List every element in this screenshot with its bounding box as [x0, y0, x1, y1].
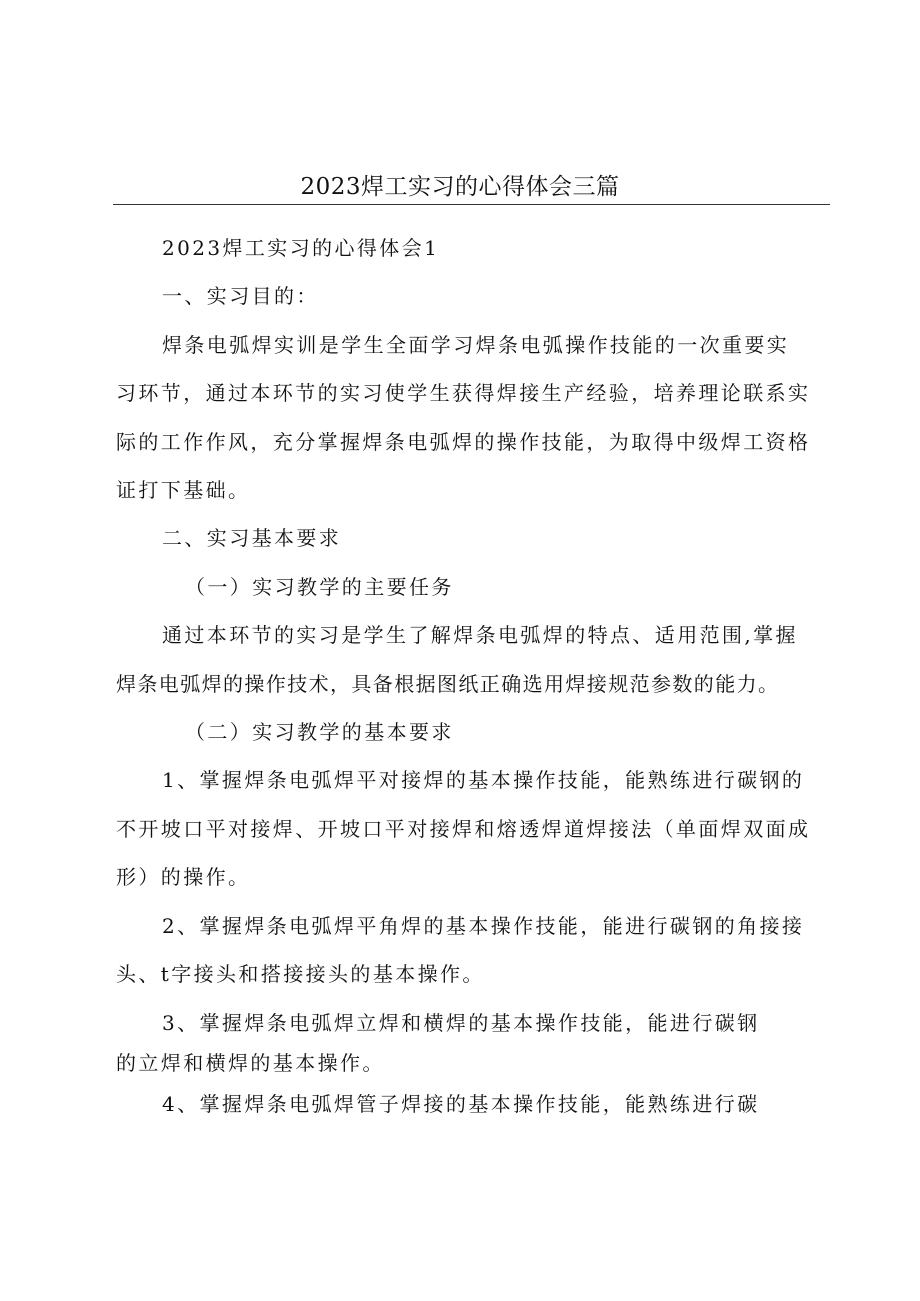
list-item-line: 的立焊和横焊的基本操作。: [116, 1050, 385, 1075]
paragraph-line: 证打下基础。: [116, 478, 251, 503]
title-underline: [113, 204, 830, 205]
list-item-line: 4、掌握焊条电弧焊管子焊接的基本操作技能，能熟练进行碳: [162, 1091, 760, 1116]
list-item-line: 不开坡口平对接焊、开坡口平对接焊和熔透焊道焊接法（单面焊双面成: [116, 816, 811, 841]
paragraph-line: 际的工作作风，充分掌握焊条电弧焊的操作技能，为取得中级焊工资格: [116, 429, 811, 454]
subsection-heading-requirements: （二）实习教学的基本要求: [185, 720, 454, 745]
list-item-line: 3、掌握焊条电弧焊立焊和横焊的基本操作技能，能进行碳钢: [162, 1010, 760, 1035]
paragraph-line: 焊条电弧焊实训是学生全面学习焊条电弧操作技能的一次重要实: [162, 332, 790, 357]
paragraph-line: 通过本环节的实习是学生了解焊条电弧焊的特点、适用范围,掌握: [162, 623, 798, 648]
list-item-line: 头、t字接头和搭接接头的基本操作。: [116, 962, 485, 987]
paragraph-line: 焊条电弧焊的操作技术，具备根据图纸正确选用焊接规范参数的能力。: [116, 671, 780, 696]
list-item-line: 2、掌握焊条电弧焊平角焊的基本操作技能，能进行碳钢的角接接: [162, 913, 805, 938]
document-body: [116, 224, 836, 1125]
heading-1: 2023焊工实习的心得体会1: [162, 236, 440, 260]
tight-lines-block: [116, 1043, 836, 1125]
subsection-heading-tasks: （一）实习教学的主要任务: [185, 574, 454, 599]
paragraph-line: 习环节，通过本环节的实习使学生获得焊接生产经验，培养理论联系实: [116, 381, 811, 406]
section-heading-requirements: 二、实习基本要求: [162, 526, 342, 551]
list-item-line: 形）的操作。: [116, 865, 251, 890]
list-item-line: 1、掌握焊条电弧焊平对接焊的基本操作技能，能熟练进行碳钢的: [162, 768, 805, 793]
document-title: 2023焊工实习的心得体会三篇: [300, 174, 620, 200]
section-heading-purpose: 一、实习目的：: [162, 284, 319, 309]
